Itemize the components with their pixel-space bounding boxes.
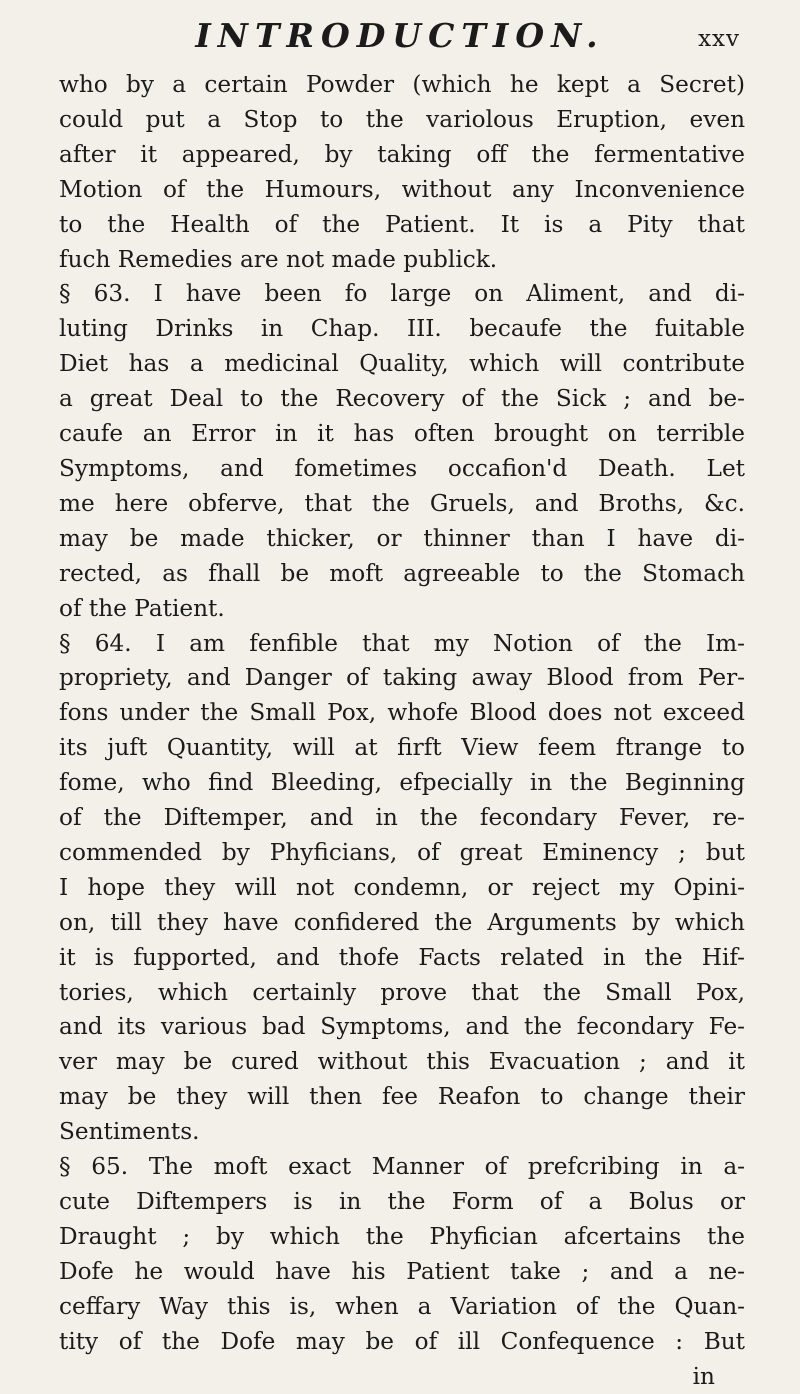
text-line: tories, which certainly prove that the Small Pox,	[59, 978, 745, 1006]
text-line: Dofe he would have his Patient take ; and a ne-	[59, 1257, 745, 1285]
text-line: Sentiments.	[59, 1118, 200, 1146]
text-line: cute Diftempers is in the Form of a Bolus or	[59, 1188, 745, 1215]
text-line: I hope they will not condemn, or reject my Opini-	[59, 873, 745, 901]
paragraph-start-64: § 64. I am fenfible that my Notion of the Im-	[59, 629, 745, 657]
text-line: Symptoms, and fometimes occafion'd Death. Let	[59, 454, 745, 482]
text-line: me here obferve, that the Gruels, and Broths, &c.	[59, 489, 745, 517]
text-line: and its various bad Symptoms, and the fecondary Fe-	[59, 1013, 745, 1041]
text-line: of the Patient.	[59, 594, 225, 622]
text-line: a great Deal to the Recovery of the Sick ; and be-	[59, 385, 745, 413]
paragraph-start-63: § 63. I have been fo large on Aliment, and di-	[59, 280, 745, 308]
page-number: xxv	[698, 26, 740, 52]
text-line: could put a Stop to the variolous Eruption, even	[59, 105, 745, 133]
page-header	[60, 16, 740, 64]
running-head: INTRODUCTION.	[195, 16, 605, 55]
text-line: of the Diftemper, and in the fecondary Fever, re-	[59, 804, 745, 832]
text-line: after it appeared, by taking off the fermentative	[59, 140, 745, 168]
text-line: may be they will then fee Reafon to change their	[59, 1083, 745, 1111]
text-line: Motion of the Humours, without any Inconvenience	[59, 175, 745, 203]
catchword: in	[692, 1362, 715, 1390]
text-line: Draught ; by which the Phyfician afcertains the	[59, 1222, 745, 1250]
text-line: on, till they have confidered the Arguments by which	[59, 908, 745, 936]
text-line: its juft Quantity, will at firft View feem ftrange to	[59, 734, 745, 762]
text-line: Diet has a medicinal Quality, which will contribute	[59, 350, 745, 378]
text-line: propriety, and Danger of taking away Blood from Per-	[59, 664, 745, 692]
text-line: commended by Phyficians, of great Eminency ; but	[59, 838, 745, 866]
paragraph-start-65: § 65. The moft exact Manner of prefcribing in a-	[59, 1153, 745, 1181]
text-line: fome, who find Bleeding, efpecially in the Beginning	[59, 769, 745, 797]
body-text	[59, 68, 745, 1394]
text-line: fons under the Small Pox, whofe Blood does not exceed	[59, 699, 745, 727]
text-line: fuch Remedies are not made publick.	[59, 245, 498, 273]
text-line: ver may be cured without this Evacuation ; and it	[59, 1048, 745, 1076]
text-line: who by a certain Powder (which he kept a Secret)	[59, 71, 745, 98]
text-line: it is fupported, and thofe Facts related in the Hif-	[59, 943, 745, 971]
text-line: luting Drinks in Chap. III. becaufe the fuitable	[59, 315, 745, 343]
text-line: to the Health of the Patient. It is a Pity that	[59, 210, 745, 238]
text-line: ceffary Way this is, when a Variation of the Quan-	[59, 1292, 745, 1320]
text-line: caufe an Error in it has often brought on terrible	[59, 420, 745, 448]
text-line: tity of the Dofe may be of ill Confequence : But	[59, 1327, 745, 1355]
text-line: rected, as fhall be moft agreeable to the Stomach	[59, 559, 745, 587]
text-line: may be made thicker, or thinner than I have di-	[59, 524, 745, 552]
